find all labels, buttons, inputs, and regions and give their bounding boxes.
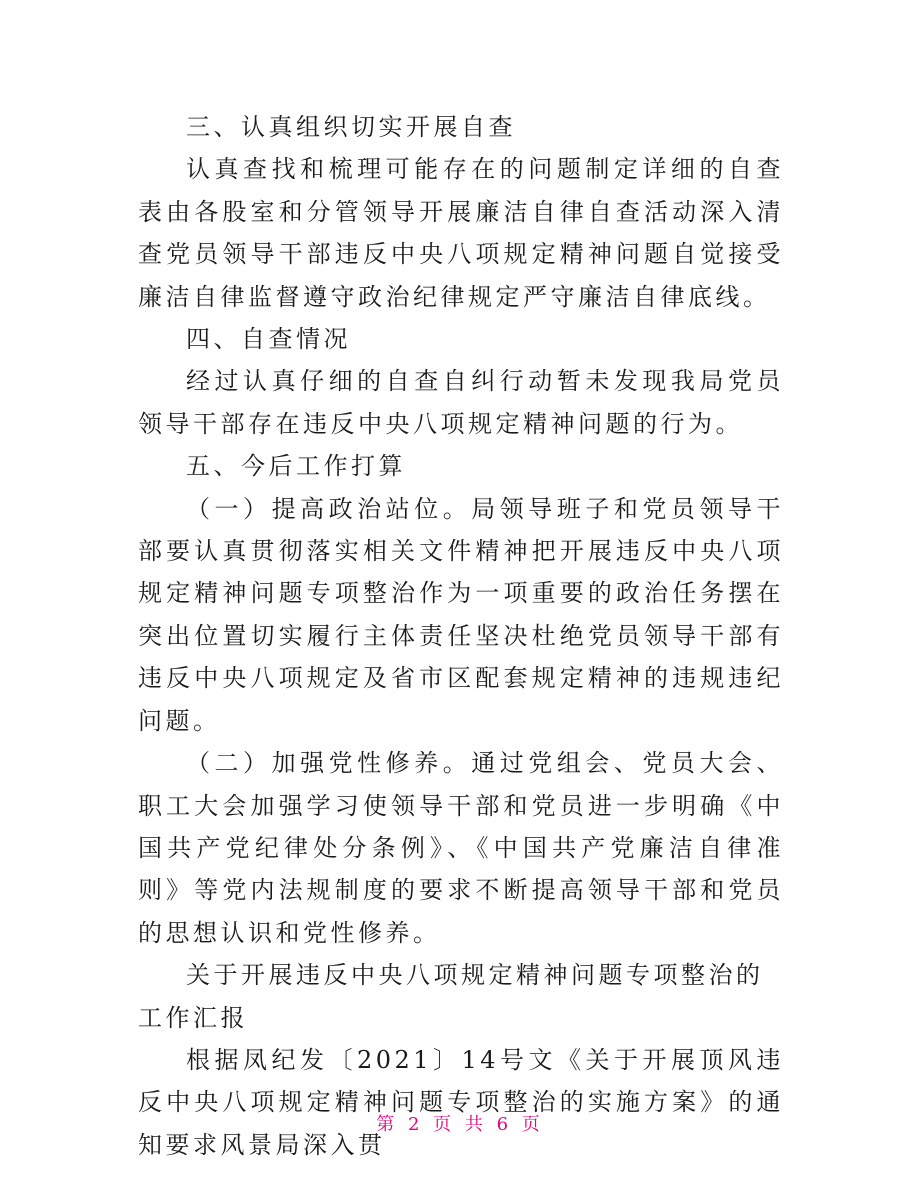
section-heading-4: 四、自查情况 [186, 325, 351, 354]
document-body [138, 106, 784, 1166]
report-title: 关于开展违反中央八项规定精神问题专项整治的工作汇报 [138, 961, 764, 1032]
page-number-footer: 第 2 页 共 6 页 [376, 1114, 544, 1135]
paragraph-plan-2: （二）加强党性修养。通过党组会、党员大会、职工大会加强学习使领导干部和党员进一步明确《中国共产党纪律处分条例》、《中国共产党廉洁自律准则》等党内法规制度的要求不断提高领导干部和党员的思想认识和党性修养。 [138, 749, 784, 947]
paragraph-self-check-method: 认真查找和梳理可能存在的问题制定详细的自查表由各股室和分管领导开展廉洁自律自查活动深入清查党员领导干部违反中央八项规定精神问题自觉接受廉洁自律监督遵守政治纪律规定严守廉洁自律底线。 [138, 155, 784, 311]
paragraph-report-intro: 根据凤纪发〔2021〕14号文《关于开展顶风违反中央八项规定精神问题专项整治的实施方案》的通知要求风景局深入贯 [138, 1045, 784, 1159]
paragraph-self-check-result: 经过认真仔细的自查自纠行动暂未发现我局党员领导干部存在违反中央八项规定精神问题的行为。 [138, 367, 784, 438]
section-heading-3: 三、认真组织切实开展自查 [186, 113, 516, 141]
paragraph-plan-1: （一）提高政治站位。局领导班子和党员领导干部要认真贯彻落实相关文件精神把开展违反中央八项规定精神问题专项整治作为一项重要的政治任务摆在突出位置切实履行主体责任坚决杜绝党员领导干部有违反中央八项规定及省市区配套规定精神的违规违纪问题。 [138, 494, 784, 735]
section-heading-5: 五、今后工作打算 [186, 452, 406, 481]
